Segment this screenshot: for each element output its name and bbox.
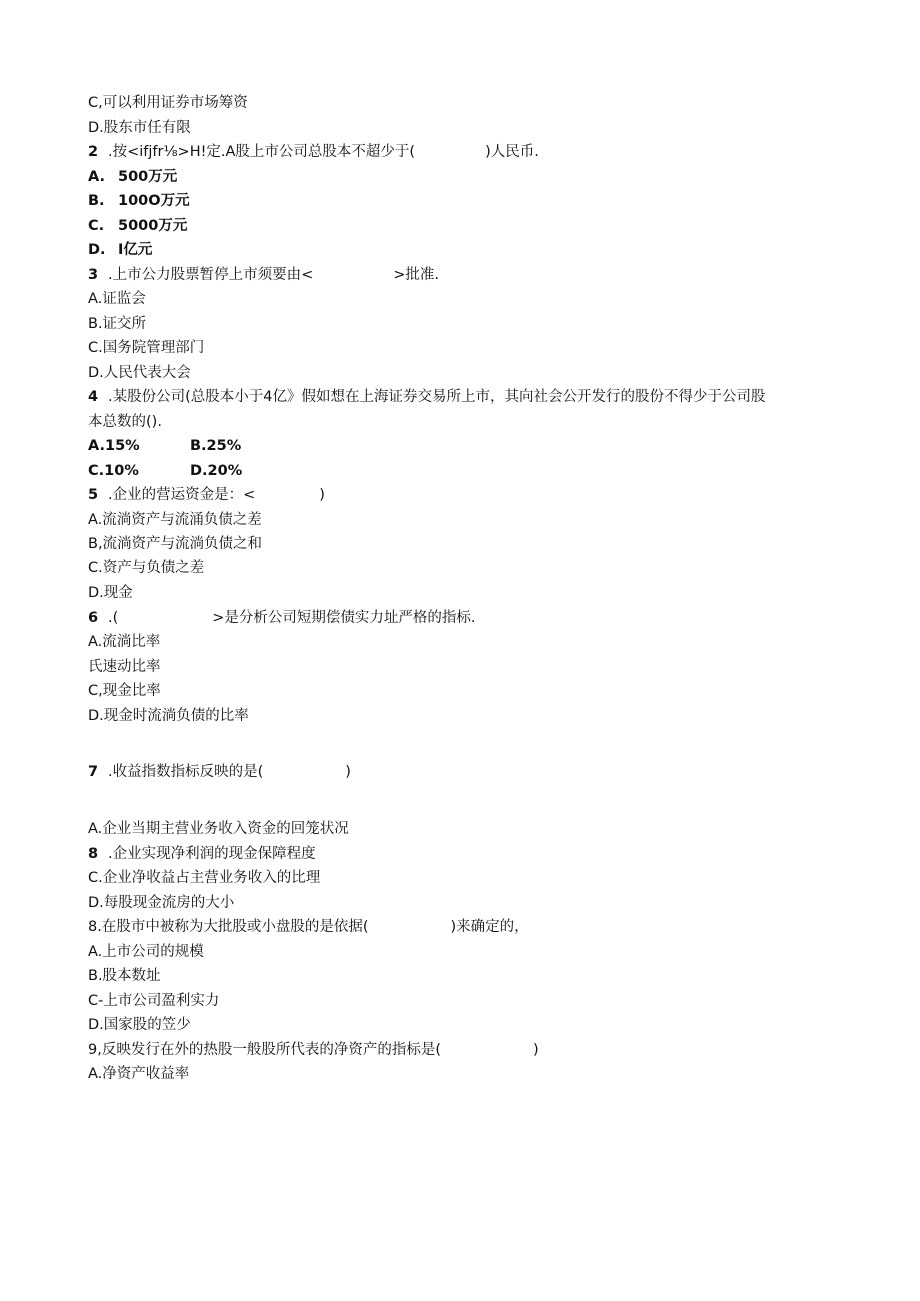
option-key: A. [88,169,105,185]
question-text: .收益指数指标反映的是( [108,764,264,780]
question-6 [88,608,476,628]
option-line [88,240,152,260]
option-pair [88,436,242,456]
option-key: C. [88,218,105,234]
option-pair [88,461,243,481]
option-value: 500万元 [118,169,178,185]
option-line: D.每股现金流房的大小 [88,895,235,911]
question-5 [88,485,325,505]
option-line: B,流淌资产与流淌负债之和 [88,536,263,552]
question-text-tail: ) [319,487,325,503]
question-4-continued: 本总数的(). [88,414,162,430]
question-text-tail: ) [533,1042,539,1058]
option-a: A.15% [88,438,140,454]
option-line: A.企业当期主营业务收入资金的回笼状况 [88,821,349,837]
question-number: 5 [88,487,99,503]
question-number: 2 [88,144,99,160]
question-text: 8.在股市中被称为大批股或小盘股的是依据( [88,919,369,935]
question-3 [88,265,439,285]
option-line: A.流淌资产与流涌负债之差 [88,512,262,528]
question-4 [88,387,766,407]
question-text: .某股份公司(总股本小于4亿》假如想在上海证券交易所上市，其向社会公开发行的股份不得少于公司股 [108,389,766,405]
question-number: 8 [88,846,99,862]
option-line: D.人民代表大会 [88,365,191,381]
option-line [88,191,190,211]
question-number: 7 [88,764,99,780]
option-key: D. [88,242,106,258]
option-line: D.股东市任有限 [88,120,191,136]
question-2 [88,142,539,162]
option-key: B. [88,193,105,209]
option-value: I亿元 [118,242,153,258]
question-number: 6 [88,610,99,626]
question-text: .( [108,610,119,626]
question-9 [88,1040,539,1060]
option-line: C-上市公司盈利实力 [88,993,220,1009]
option-line: A.上市公司的规模 [88,944,204,960]
question-text-tail: )来确定的， [450,919,529,935]
question-8 [88,917,529,937]
option-line: A.流淌比率 [88,634,161,650]
question-text-tail: >批准. [393,267,440,283]
question-text-tail: )人民币. [485,144,539,160]
option-line: C.资产与负债之差 [88,560,205,576]
option-b: B.25% [190,438,242,454]
option-line: B.股本数址 [88,968,161,984]
option-line: B.证交所 [88,316,147,332]
option-line: A.净资产收益率 [88,1066,190,1082]
question-text-tail: ) [345,764,351,780]
option-line: A.证监会 [88,291,146,307]
option-line [88,167,177,187]
option-d: D.20% [190,463,243,479]
question-text: 9,反映发行在外的热股一般股所代表的净资产的指标是( [88,1042,441,1058]
option-value: 100O万元 [118,193,190,209]
option-line: D.现金时流淌负债的比率 [88,708,249,724]
question-text: .企业的营运资金是：< [108,487,256,503]
option-line: D.现金 [88,585,133,601]
option-value: 5000万元 [118,218,188,234]
option-line: C.企业净收益占主营业务收入的比理 [88,870,321,886]
option-line: C,现金比率 [88,683,161,699]
option-line: C,可以利用证券市场筹资 [88,95,248,111]
question-text: .按<ifjfr⅛>H!定.A股上市公司总股本不超少于( [108,144,416,160]
question-number: 3 [88,267,99,283]
option-line: C.国务院管理部门 [88,340,205,356]
question-text: .上市公力股票暂停上市须要由< [108,267,314,283]
option-text: .企业实现净利润的现金保障程度 [108,846,316,862]
question-text-tail: >是分析公司短期偿债实力址严格的指标. [212,610,476,626]
question-number: 4 [88,389,99,405]
option-line [88,844,316,864]
question-7 [88,762,351,782]
option-line: 氏速动比率 [88,659,161,675]
option-line [88,216,187,236]
option-c: C.10% [88,463,139,479]
option-line: D.国家股的笠少 [88,1017,191,1033]
